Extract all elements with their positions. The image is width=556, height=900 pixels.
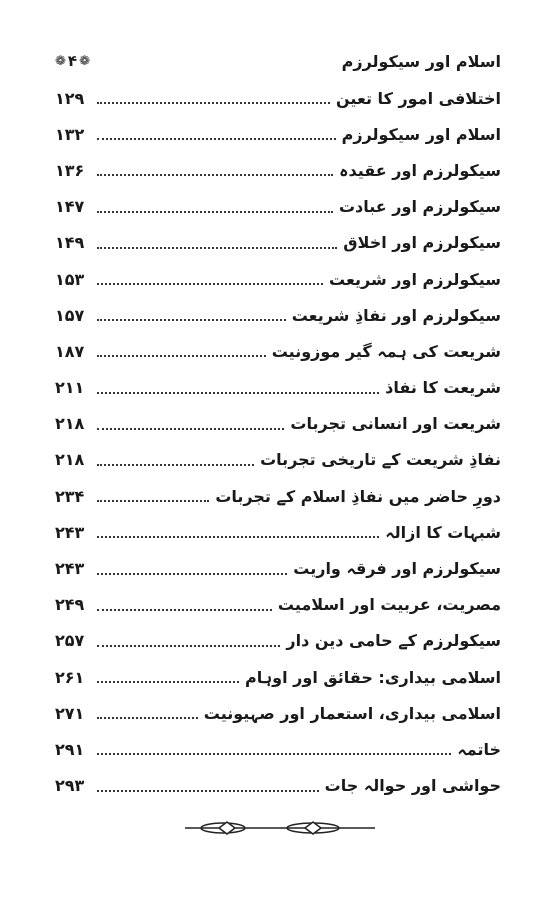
toc-dot-leader — [97, 138, 336, 140]
toc-dot-leader — [97, 428, 284, 430]
running-header — [55, 44, 501, 78]
page-number-ornament — [55, 52, 90, 70]
toc-entry — [55, 587, 501, 623]
toc-entry-title: شریعت کی ہمہ گیر موزونیت — [271, 341, 501, 361]
toc-entry-title: دورِ حاضر میں نفاذِ اسلام کے تجربات — [215, 486, 501, 506]
toc-entry-title: سیکولرزم اور شریعت — [329, 269, 501, 289]
toc-entry-title: سیکولرزم کے حامی دین دار — [286, 631, 501, 651]
toc-entry-title: اختلافی امور کا تعین — [336, 88, 501, 108]
toc-entry-title: مصریت، عربیت اور اسلامیت — [277, 595, 501, 615]
toc-entry-title: اسلام اور سیکولرزم — [341, 124, 501, 144]
toc-entry-title: سیکولرزم اور اخلاق — [343, 233, 501, 253]
toc-entry — [55, 695, 501, 731]
toc-entry-title: نفاذِ شریعت کے تاریخی تجربات — [260, 450, 501, 470]
toc-entry-title: سیکولرزم اور فرقہ واریت — [293, 559, 501, 579]
toc-entry-title: شریعت اور انسانی تجربات — [290, 414, 501, 434]
toc-entry-page: ۱۸۷ — [55, 341, 85, 361]
toc-dot-leader — [97, 753, 451, 755]
toc-entry — [55, 261, 501, 297]
toc-entry-page: ۱۵۳ — [55, 269, 85, 289]
toc-dot-leader — [97, 392, 379, 394]
toc-entry-page: ۲۴۹ — [55, 595, 85, 615]
toc-dot-leader — [97, 247, 337, 249]
toc-entry-page: ۲۴۳ — [55, 522, 85, 542]
toc-entry-title: سیکولرزم اور عبادت — [338, 197, 501, 217]
toc-entry — [55, 731, 501, 767]
toc-entry — [55, 442, 501, 478]
toc-dot-leader — [97, 645, 280, 647]
toc-entry — [55, 406, 501, 442]
toc-dot-leader — [97, 573, 287, 575]
toc-entry-page: ۲۳۴ — [55, 486, 85, 506]
toc-dot-leader — [97, 355, 266, 357]
toc-entry-title: شریعت کا نفاذ — [385, 378, 501, 398]
toc-dot-leader — [97, 174, 333, 176]
toc-dot-leader — [97, 717, 198, 719]
toc-entry-title: سیکولرزم اور عقیدہ — [339, 160, 501, 180]
toc-dot-leader — [97, 102, 330, 104]
toc-entry-page: ۱۵۷ — [55, 305, 85, 325]
toc-entry — [55, 370, 501, 406]
toc-dot-leader — [97, 319, 286, 321]
footer-ornament-icon — [185, 818, 375, 838]
toc-entry-page: ۱۲۹ — [55, 88, 85, 108]
toc-entry — [55, 478, 501, 514]
ornament-left-icon: ❁ — [55, 53, 66, 69]
toc-dot-leader — [97, 283, 323, 285]
toc-entry — [55, 514, 501, 550]
toc-dot-leader — [97, 790, 319, 792]
toc-dot-leader — [97, 500, 209, 502]
toc-entry-page: ۲۴۳ — [55, 559, 85, 579]
toc-entry — [55, 297, 501, 333]
toc-entry — [55, 225, 501, 261]
toc-entry — [55, 659, 501, 695]
toc-dot-leader — [97, 609, 272, 611]
toc-entry-page: ۲۶۱ — [55, 667, 85, 687]
toc-entry — [55, 189, 501, 225]
toc-entry — [55, 152, 501, 188]
toc-entry-page: ۲۹۱ — [55, 739, 85, 759]
toc-entry-page: ۲۵۷ — [55, 631, 85, 651]
toc-entry-page: ۱۳۶ — [55, 160, 85, 180]
toc-entry-page: ۲۹۳ — [55, 776, 85, 796]
toc-entry-page: ۱۴۷ — [55, 197, 85, 217]
toc-dot-leader — [97, 536, 379, 538]
toc-entry-title: خاتمہ — [457, 739, 501, 759]
toc-entry-title: سیکولرزم اور نفاذِ شریعت — [291, 305, 501, 325]
toc-entry — [55, 550, 501, 586]
toc-entry — [55, 768, 501, 804]
table-of-contents — [55, 80, 501, 804]
toc-entry — [55, 333, 501, 369]
toc-entry-title: شبہات کا ازالہ — [385, 522, 501, 542]
toc-entry-page: ۲۱۸ — [55, 450, 85, 470]
toc-entry-page: ۲۷۱ — [55, 703, 85, 723]
running-title: اسلام اور سیکولرزم — [341, 51, 501, 71]
toc-entry-page: ۲۱۸ — [55, 414, 85, 434]
page-number: ۴ — [67, 52, 78, 70]
ornament-right-icon: ❁ — [79, 53, 90, 69]
toc-entry-title: اسلامی بیداری، استعمار اور صہیونیت — [203, 703, 501, 723]
toc-entry — [55, 80, 501, 116]
toc-entry — [55, 623, 501, 659]
toc-dot-leader — [97, 681, 239, 683]
toc-entry-page: ۱۴۹ — [55, 233, 85, 253]
toc-entry-title: حواشی اور حوالہ جات — [324, 776, 501, 796]
toc-entry-page: ۱۳۲ — [55, 124, 85, 144]
toc-entry — [55, 116, 501, 152]
toc-entry-page: ۲۱۱ — [55, 378, 85, 398]
toc-dot-leader — [97, 211, 333, 213]
toc-entry-title: اسلامی بیداری: حقائق اور اوہام — [245, 667, 501, 687]
toc-dot-leader — [97, 464, 254, 466]
